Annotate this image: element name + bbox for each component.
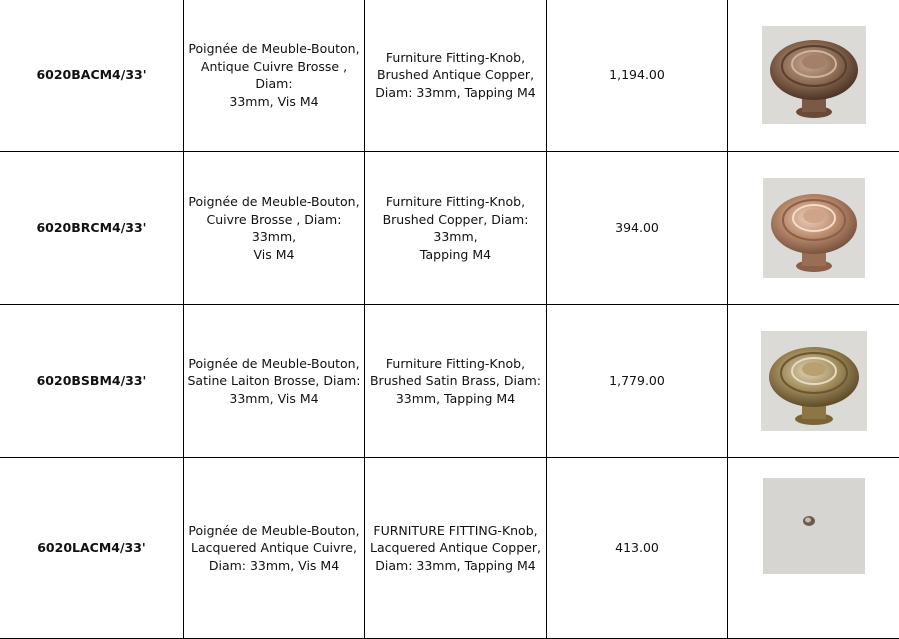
price-cell: [547, 458, 728, 639]
product-code-cell: [0, 458, 184, 639]
satin-brass-knob-photo: [761, 331, 867, 431]
french-description-line: Satine Laiton Brosse, Diam:: [188, 372, 361, 390]
lacquered-antique-copper-knob-photo: [763, 478, 865, 574]
french-description-line: Antique Cuivre Brosse , Diam:: [187, 58, 361, 93]
english-description-cell: [365, 458, 547, 639]
product-image-cell: [728, 458, 899, 639]
french-description-cell: [184, 0, 365, 152]
english-description-line: Brushed Copper, Diam: 33mm,: [368, 211, 543, 246]
french-description-line: Vis M4: [254, 246, 295, 264]
table-row: [0, 152, 899, 305]
english-description-line: Diam: 33mm, Tapping M4: [375, 557, 535, 575]
product-code-cell: [0, 305, 184, 458]
english-description-line: Diam: 33mm, Tapping M4: [375, 84, 535, 102]
english-description-cell: [365, 0, 547, 152]
price-value: 394.00: [615, 220, 659, 235]
product-code: 6020BSBM4/33': [37, 373, 147, 388]
french-description-line: Poignée de Meuble-Bouton,: [188, 355, 359, 373]
french-description-cell: [184, 152, 365, 305]
french-description-line: 33mm, Vis M4: [229, 93, 318, 111]
english-description-line: Furniture Fitting-Knob,: [386, 49, 525, 67]
antique-copper-knob-photo: [762, 26, 866, 124]
french-description-line: Poignée de Meuble-Bouton,: [188, 522, 359, 540]
product-image-cell: [728, 0, 899, 152]
french-description-cell: [184, 305, 365, 458]
french-description-line: Cuivre Brosse , Diam: 33mm,: [187, 211, 361, 246]
product-code: 6020BRCM4/33': [36, 220, 146, 235]
english-description-cell: [365, 305, 547, 458]
price-cell: [547, 0, 728, 152]
english-description-line: Brushed Satin Brass, Diam:: [370, 372, 541, 390]
price-cell: [547, 305, 728, 458]
table-row: [0, 0, 899, 152]
english-description-cell: [365, 152, 547, 305]
french-description-line: Diam: 33mm, Vis M4: [209, 557, 339, 575]
table-row: [0, 458, 899, 639]
english-description-line: Lacquered Antique Copper,: [370, 539, 541, 557]
english-description-line: Tapping M4: [420, 246, 491, 264]
french-description-cell: [184, 458, 365, 639]
product-code-cell: [0, 152, 184, 305]
product-image-cell: [728, 152, 899, 305]
french-description-line: Poignée de Meuble-Bouton,: [188, 40, 359, 58]
product-code: 6020BACM4/33': [36, 67, 146, 82]
price-cell: [547, 152, 728, 305]
product-image-cell: [728, 305, 899, 458]
price-value: 1,194.00: [609, 67, 665, 82]
product-code-cell: [0, 0, 184, 152]
english-description-line: Furniture Fitting-Knob,: [386, 355, 525, 373]
french-description-line: Lacquered Antique Cuivre,: [191, 539, 357, 557]
french-description-line: Poignée de Meuble-Bouton,: [188, 193, 359, 211]
price-value: 413.00: [615, 540, 659, 555]
product-code: 6020LACM4/33': [37, 540, 146, 555]
french-description-line: 33mm, Vis M4: [229, 390, 318, 408]
table-row: [0, 305, 899, 458]
english-description-line: Furniture Fitting-Knob,: [386, 193, 525, 211]
english-description-line: FURNITURE FITTING-Knob,: [373, 522, 537, 540]
english-description-line: Brushed Antique Copper,: [377, 66, 534, 84]
brushed-copper-knob-photo: [763, 178, 865, 278]
english-description-line: 33mm, Tapping M4: [396, 390, 515, 408]
price-value: 1,779.00: [609, 373, 665, 388]
